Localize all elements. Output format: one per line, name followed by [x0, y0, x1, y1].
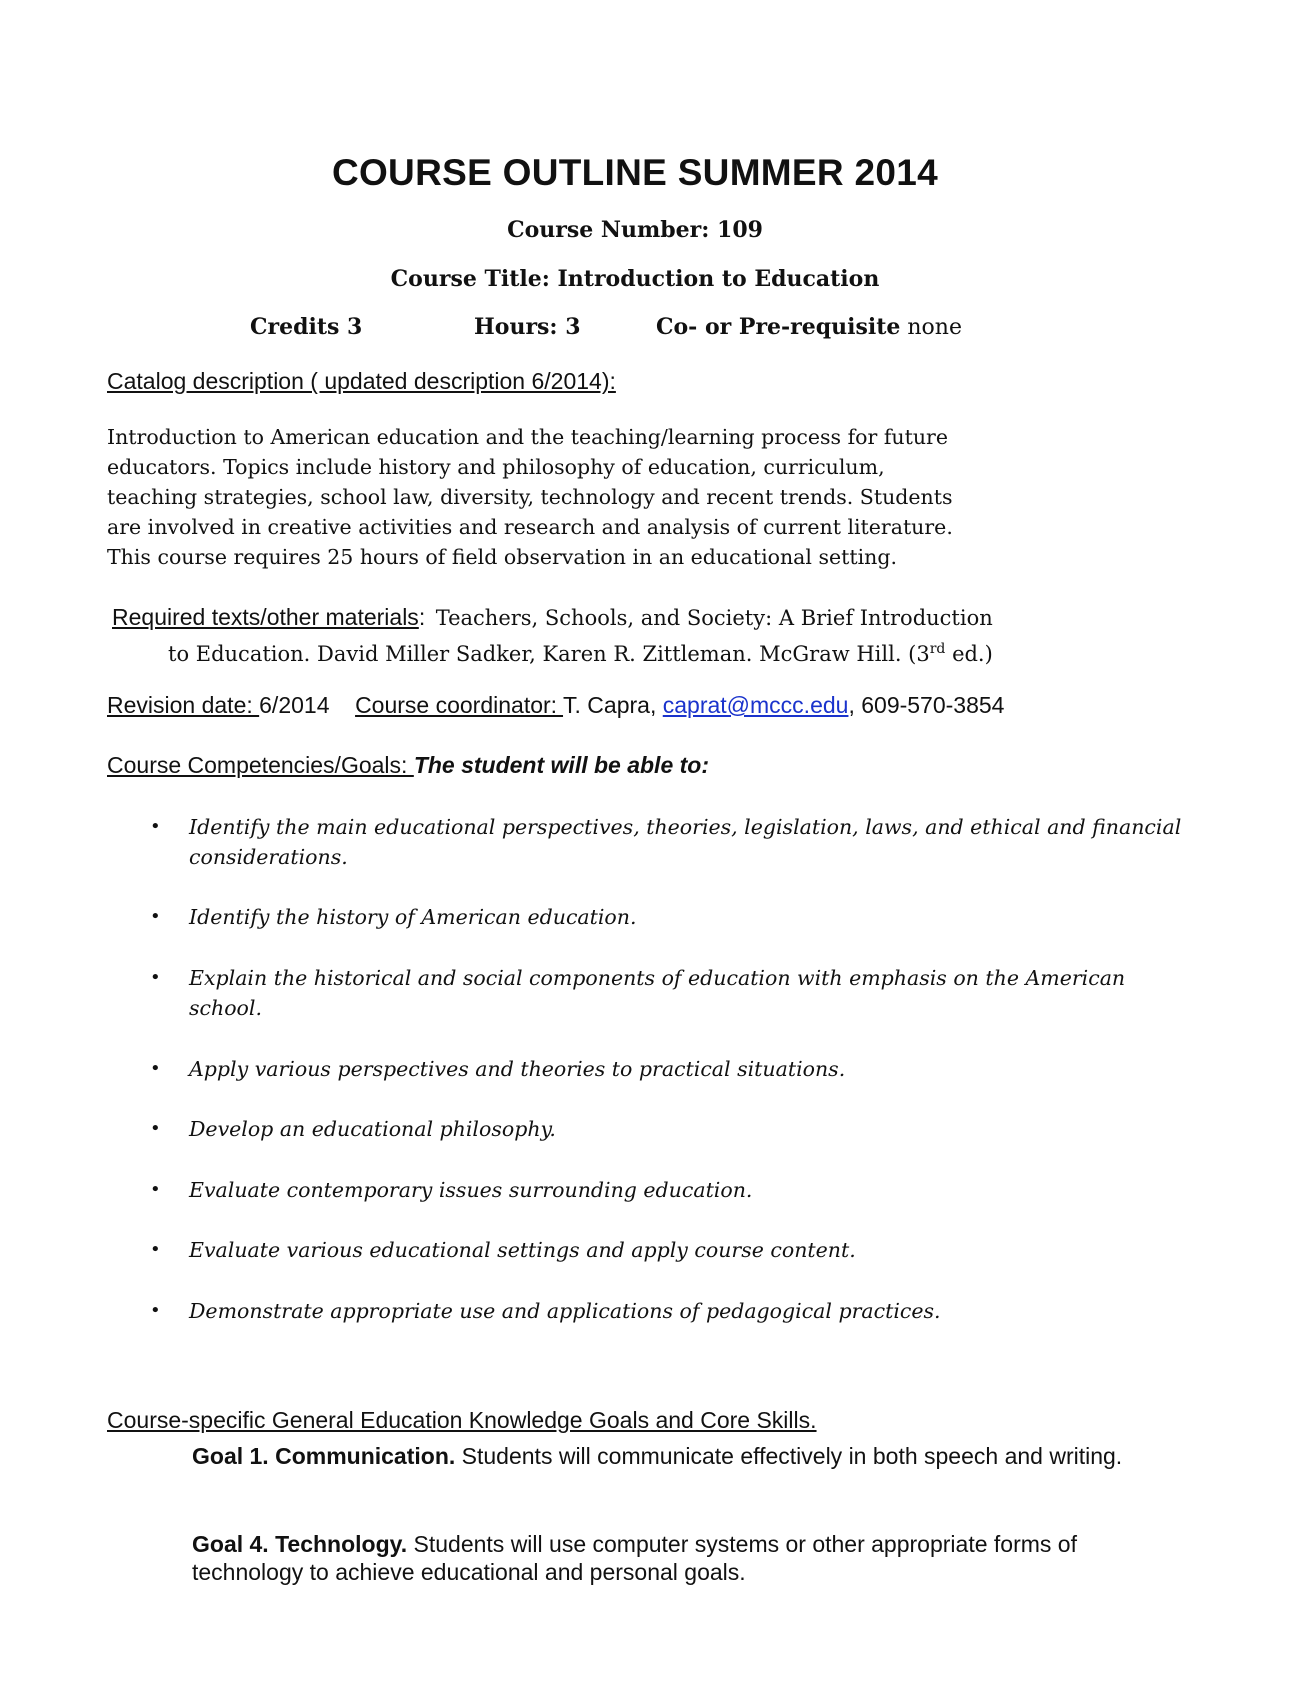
bullet-icon: •: [150, 1118, 161, 1139]
competency-text: Evaluate various educational settings and apply course content.: [189, 1238, 856, 1262]
prerequisite: [656, 314, 962, 340]
competency-text: Explain the historical and social components of education with emphasis on the American school.: [189, 966, 1126, 1020]
document-title: COURSE OUTLINE SUMMER 2014: [331, 152, 939, 193]
bullet-icon: •: [150, 816, 161, 837]
catalog-line: teaching strategies, school law, diversity, technology and recent trends. Students: [107, 485, 953, 509]
coordinator-label: Course coordinator:: [355, 692, 564, 718]
catalog-heading: Catalog description ( updated description 6/2014):: [107, 368, 616, 394]
bullet-icon: •: [150, 906, 161, 927]
coordinator-email-link[interactable]: caprat@mccc.edu: [662, 692, 849, 718]
bullet-icon: •: [150, 1058, 161, 1079]
bullet-icon: •: [150, 1239, 161, 1260]
required-texts-line2-text: to Education. David Miller Sadker, Karen R. Zittleman. McGraw Hill. (3: [168, 642, 930, 666]
course-title: Course Title: Introduction to Education: [390, 266, 880, 292]
hours: [474, 314, 581, 340]
credits: [250, 314, 362, 340]
gen-ed-heading: Course-specific General Education Knowledge Goals and Core Skills.: [107, 1407, 817, 1433]
bullet-icon: •: [150, 1179, 161, 1200]
required-texts-colon: :: [418, 604, 426, 630]
catalog-line: This course requires 25 hours of field observation in an educational setting.: [107, 545, 897, 569]
competencies-heading: Course Competencies/Goals:: [107, 752, 414, 778]
required-texts-line1: Teachers, Schools, and Society: A Brief Introduction: [435, 606, 993, 630]
competencies-intro: The student will be able to:: [413, 752, 709, 778]
competency-text: Identify the main educational perspectives, theories, legislation, laws, and ethical and financial considerations.: [189, 815, 1182, 869]
gen-ed-goal: [192, 1530, 1192, 1586]
coordinator-name: T. Capra,: [563, 692, 663, 718]
prereq-value: none: [907, 315, 962, 340]
competency-text: Apply various perspectives and theories to practical situations.: [189, 1057, 846, 1081]
prereq-label: Co- or Pre-requisite: [656, 314, 901, 340]
gen-ed-goal-label: Goal 4. Technology.: [192, 1531, 408, 1557]
hours-text: Hours: 3: [474, 314, 581, 340]
gen-ed-goal-label: Goal 1. Communication.: [192, 1443, 456, 1469]
bullet-icon: •: [150, 967, 161, 988]
required-texts-label: Required texts/other materials: [112, 604, 419, 630]
gen-ed-goal: [192, 1442, 1192, 1470]
revision-date: 6/2014: [259, 692, 330, 718]
gen-ed-goal-text: Students will communicate effectively in both speech and writing.: [455, 1443, 1123, 1469]
revision-label: Revision date:: [107, 692, 260, 718]
gen-ed-goal-text: Students will use computer systems or other appropriate forms of technology to achieve educational and personal goals.: [192, 1531, 1077, 1585]
catalog-line: educators. Topics include history and philosophy of education, curriculum,: [107, 455, 885, 479]
edition-tail: ed.): [945, 642, 993, 666]
coordinator-phone: , 609-570-3854: [848, 692, 1005, 718]
bullet-icon: •: [150, 1300, 161, 1321]
catalog-line: Introduction to American education and the teaching/learning process for future: [107, 425, 948, 449]
credits-text: Credits 3: [250, 314, 363, 340]
competencies-heading-row: [107, 752, 709, 779]
edition-superscript: rd: [929, 641, 946, 657]
competency-text: Develop an educational philosophy.: [189, 1117, 556, 1141]
competency-text: Evaluate contemporary issues surrounding education.: [189, 1178, 753, 1202]
required-texts-line2: [168, 641, 993, 666]
required-texts: [112, 604, 993, 631]
competency-text: Identify the history of American education.: [189, 905, 637, 929]
catalog-description: [107, 422, 1167, 572]
course-number: Course Number: 109: [507, 217, 763, 243]
catalog-line: are involved in creative activities and research and analysis of current literature.: [107, 515, 953, 539]
revision-row: [107, 692, 1004, 719]
competency-text: Demonstrate appropriate use and applications of pedagogical practices.: [189, 1299, 941, 1323]
